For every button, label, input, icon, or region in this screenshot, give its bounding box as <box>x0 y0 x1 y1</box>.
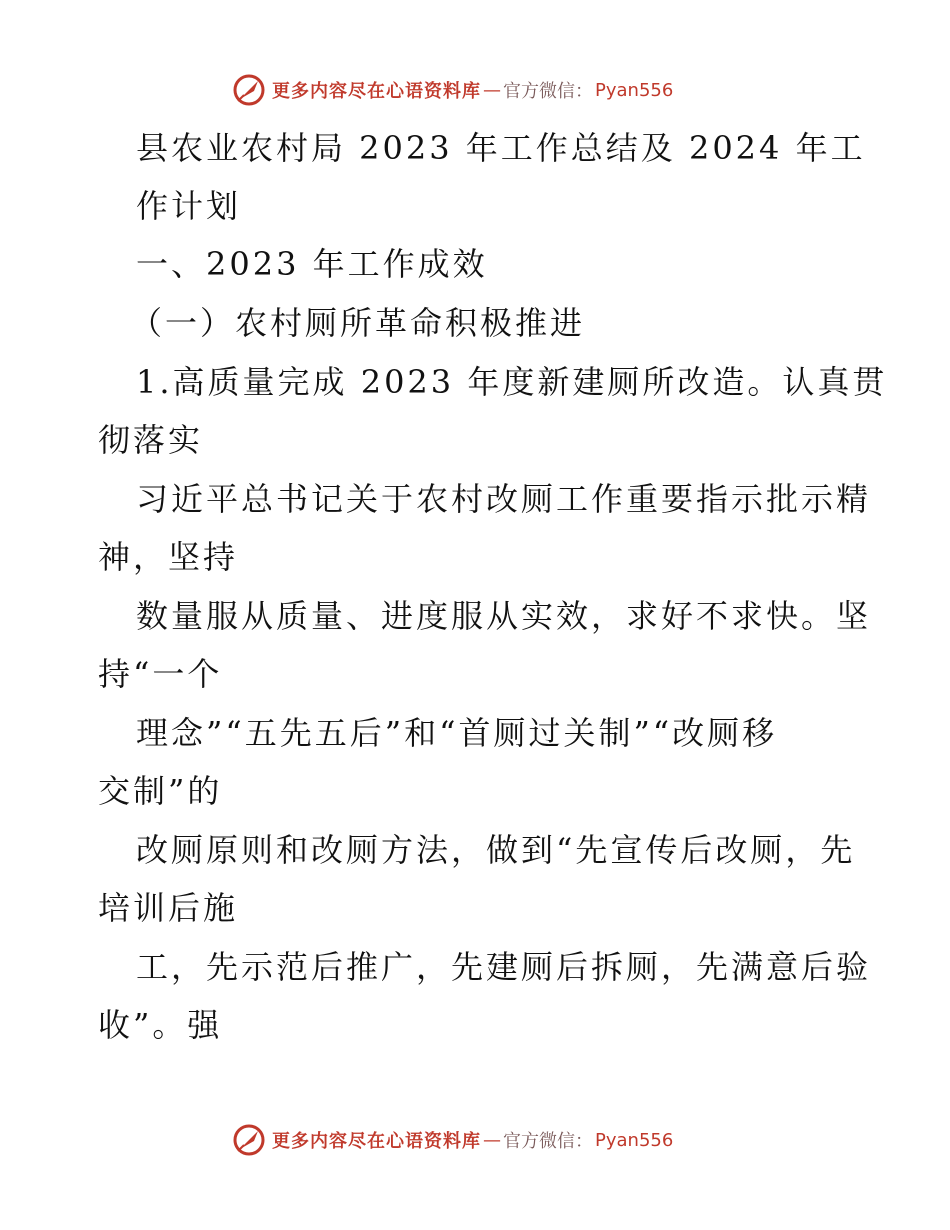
header-watermark <box>232 72 673 108</box>
document-title-line-1: 县农业农村局 2023 年工作总结及 2024 年工 <box>136 129 866 167</box>
paragraph-line: 培训后施 <box>98 889 239 927</box>
watermark-wechat-label: 官方微信： <box>503 81 593 102</box>
paragraph-line: 交制”的 <box>98 772 223 810</box>
watermark-wechat-label: 官方微信： <box>503 1131 593 1152</box>
paragraph-line: 习近平总书记关于农村改厕工作重要指示批示精 <box>136 480 872 518</box>
section-heading: 一、2023 年工作成效 <box>136 245 488 283</box>
paragraph-line: 收”。强 <box>98 1006 223 1044</box>
paragraph-line: 彻落实 <box>98 421 204 459</box>
paragraph-line: 工，先示范后推广，先建厕后拆厕，先满意后验 <box>136 948 872 986</box>
paragraph-line: 理念”“五先五后”和“首厕过关制”“改厕移 <box>136 714 778 752</box>
paragraph-line: 持“一个 <box>98 655 223 693</box>
subsection-heading: （一）农村厕所革命积极推进 <box>130 304 586 342</box>
paragraph-line: 神，坚持 <box>98 538 239 576</box>
watermark-wechat-id: Pyan556 <box>595 79 674 101</box>
paragraph-line: 改厕原则和改厕方法，做到“先宣传后改厕，先 <box>136 831 856 869</box>
watermark-separator: — <box>483 1129 501 1151</box>
footer-watermark <box>232 1122 673 1158</box>
paragraph-line: 1.高质量完成 2023 年度新建厕所改造。认真贯 <box>136 363 888 401</box>
watermark-wechat-id: Pyan556 <box>595 1129 674 1151</box>
document-title-line-2: 作计划 <box>136 187 242 225</box>
paragraph-line: 数量服从质量、进度服从实效，求好不求快。坚 <box>136 597 872 635</box>
watermark-site-text: 更多内容尽在心语资料库 <box>272 81 481 102</box>
watermark-separator: — <box>483 79 501 101</box>
quill-logo-icon <box>232 73 266 107</box>
watermark-site-text: 更多内容尽在心语资料库 <box>272 1131 481 1152</box>
quill-logo-icon <box>232 1123 266 1157</box>
